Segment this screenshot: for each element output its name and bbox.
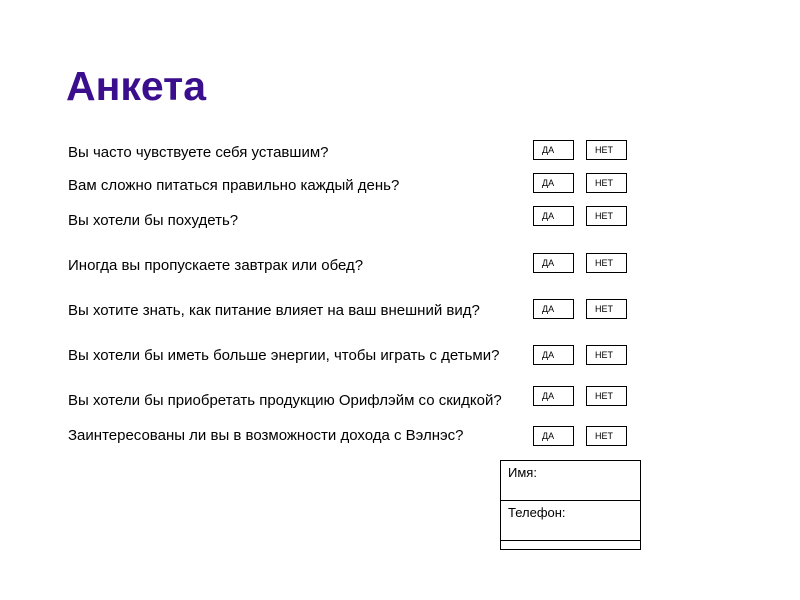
no-checkbox[interactable]: НЕТ	[586, 140, 627, 160]
name-label: Имя:	[508, 465, 537, 480]
question-text: Вы часто чувствуете себя уставшим?	[68, 144, 329, 161]
no-checkbox[interactable]: НЕТ	[586, 253, 627, 273]
no-checkbox[interactable]: НЕТ	[586, 426, 627, 446]
yes-checkbox[interactable]: ДА	[533, 426, 574, 446]
yes-checkbox[interactable]: ДА	[533, 386, 574, 406]
yes-checkbox[interactable]: ДА	[533, 173, 574, 193]
question-text: Вы хотели бы приобретать продукцию Орифлэйм со скидкой?	[68, 392, 502, 409]
no-checkbox[interactable]: НЕТ	[586, 173, 627, 193]
yes-checkbox[interactable]: ДА	[533, 140, 574, 160]
no-checkbox[interactable]: НЕТ	[586, 386, 627, 406]
page-title: Анкета	[66, 63, 207, 109]
no-checkbox[interactable]: НЕТ	[586, 299, 627, 319]
question-text: Вы хотите знать, как питание влияет на ваш внешний вид?	[68, 302, 480, 319]
contact-form	[500, 460, 641, 550]
question-text: Заинтересованы ли вы в возможности дохода с Вэлнэс?	[68, 427, 464, 444]
yes-checkbox[interactable]: ДА	[533, 253, 574, 273]
question-text: Вам сложно питаться правильно каждый день?	[68, 177, 400, 194]
phone-label: Телефон:	[508, 505, 566, 520]
no-checkbox[interactable]: НЕТ	[586, 206, 627, 226]
yes-checkbox[interactable]: ДА	[533, 206, 574, 226]
name-field[interactable]	[501, 461, 640, 501]
question-text: Иногда вы пропускаете завтрак или обед?	[68, 257, 364, 274]
no-checkbox[interactable]: НЕТ	[586, 345, 627, 365]
phone-field[interactable]	[501, 501, 640, 541]
yes-checkbox[interactable]: ДА	[533, 345, 574, 365]
question-text: Вы хотели бы похудеть?	[68, 212, 239, 229]
yes-checkbox[interactable]: ДА	[533, 299, 574, 319]
question-text: Вы хотели бы иметь больше энергии, чтобы играть с детьми?	[68, 347, 500, 364]
